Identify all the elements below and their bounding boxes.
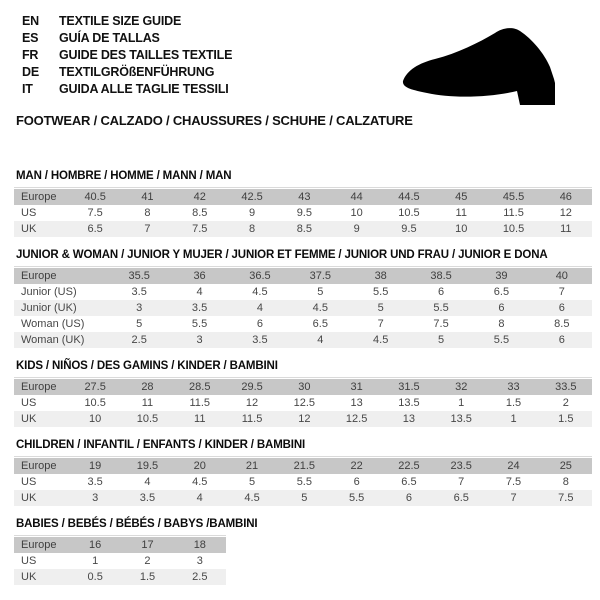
size-cell: 42 [193, 191, 206, 203]
size-cell: 2.5 [131, 334, 147, 346]
size-cell: 40.5 [84, 191, 106, 203]
size-cell: 5.5 [191, 318, 208, 330]
size-cell: 10 [455, 223, 468, 235]
size-cell: 6.5 [312, 318, 328, 330]
size-cell: 20 [193, 460, 206, 472]
size-cell: 46 [559, 191, 572, 203]
size-cell: 5.5 [493, 334, 510, 346]
size-cell: 25 [559, 460, 572, 472]
table-row [14, 332, 592, 348]
size-cell: 31 [350, 381, 363, 393]
size-cell: 9 [353, 223, 360, 235]
size-cell: 11.5 [189, 397, 211, 409]
size-cell: 12.5 [293, 397, 316, 409]
size-cell: 44.5 [398, 191, 420, 203]
size-cell: 45.5 [502, 191, 525, 203]
size-cell: 17 [141, 539, 154, 551]
language-code: DE [22, 65, 39, 79]
language-code: FR [22, 48, 39, 62]
size-cell: 37.5 [309, 270, 332, 282]
size-table-section-man [14, 170, 600, 237]
row-label: US [21, 397, 37, 409]
size-cell: 1 [458, 397, 465, 409]
size-cell: 8 [144, 207, 151, 219]
size-cell: 2 [562, 397, 569, 409]
size-cell: 4 [144, 476, 151, 488]
table-title: MAN / HOMBRE / HOMME / MANN / MAN [16, 170, 232, 182]
size-cell: 8.5 [296, 223, 312, 235]
size-cell: 5 [248, 476, 256, 488]
size-cell: 3.5 [131, 286, 147, 298]
size-table [14, 187, 592, 237]
size-cell: 28.5 [189, 381, 211, 393]
size-cell: 4 [196, 492, 203, 504]
size-cell: 5 [301, 492, 308, 504]
size-cell: 19.5 [136, 460, 159, 472]
size-cell: 4.5 [373, 334, 389, 346]
size-cell: 3 [136, 302, 143, 314]
size-cell: 36.5 [249, 270, 271, 282]
size-cell: 8 [562, 476, 569, 488]
size-cell: 11 [141, 397, 154, 409]
size-cell: 3.5 [87, 476, 103, 488]
size-cell: 10.5 [398, 207, 420, 219]
row-label: US [21, 476, 37, 488]
guide-header [0, 0, 600, 128]
dress-shoe-icon [398, 20, 580, 112]
size-cell: 21 [245, 460, 259, 472]
size-cell: 9.5 [296, 207, 312, 219]
size-cell: 1 [92, 555, 99, 567]
size-cell: 7.5 [192, 223, 208, 235]
size-cell: 10.5 [136, 413, 159, 425]
size-cell: 35.5 [128, 270, 150, 282]
size-cell: 6 [438, 286, 445, 298]
size-cell: 33 [507, 381, 520, 393]
table-row [14, 569, 226, 585]
size-cell: 4 [317, 334, 324, 346]
row-label: Europe [21, 191, 57, 203]
table-row [14, 474, 592, 490]
size-cell: 3 [196, 555, 203, 567]
size-cell: 1.5 [505, 397, 522, 409]
size-cell: 4.5 [252, 286, 268, 298]
table-title: JUNIOR & WOMAN / JUNIOR Y MUJER / JUNIOR ET FEMME / JUNIOR UND FRAU / JUNIOR E DONA [16, 249, 548, 261]
table-title: BABIES / BEBÉS / BÉBÉS / BABYS /BAMBINI [16, 518, 258, 530]
size-cell: 4.5 [192, 476, 208, 488]
table-row [14, 300, 592, 316]
table-row [14, 189, 592, 205]
row-label: Europe [21, 381, 57, 393]
size-cell: 12 [245, 397, 259, 409]
size-cell: 44 [350, 191, 363, 203]
table-row [14, 458, 592, 474]
size-cell: 11.5 [241, 413, 263, 425]
size-cell: 38.5 [430, 270, 452, 282]
size-cell: 13 [350, 397, 363, 409]
size-cell: 38 [374, 270, 387, 282]
table-row [14, 411, 592, 427]
size-cell: 10 [350, 207, 363, 219]
size-cell: 6.5 [401, 476, 417, 488]
size-cell: 5.5 [348, 492, 365, 504]
size-cell: 6.5 [493, 286, 510, 298]
row-label: UK [21, 571, 37, 583]
size-cell: 8.5 [192, 207, 208, 219]
row-label: Woman (US) [21, 318, 85, 330]
language-label: GUIDA ALLE TAGLIE TESSILI [59, 82, 229, 96]
size-cell: 31.5 [398, 381, 420, 393]
size-cell: 6 [353, 476, 360, 488]
size-cell: 5 [317, 286, 324, 298]
row-label: UK [21, 492, 37, 504]
size-cell: 22.5 [398, 460, 420, 472]
size-cell: 29.5 [241, 381, 263, 393]
size-cell: 12.5 [345, 413, 368, 425]
size-cell: 5 [438, 334, 445, 346]
size-cell: 5 [136, 318, 143, 330]
size-cell: 10.5 [84, 397, 106, 409]
size-cell: 27.5 [84, 381, 106, 393]
category-title: FOOTWEAR / CALZADO / CHAUSSURES / SCHUHE / CALZATURE [16, 113, 413, 128]
size-cell: 6 [498, 302, 505, 314]
size-table [14, 377, 592, 427]
size-cell: 12 [298, 413, 311, 425]
table-title: CHILDREN / INFANTIL / ENFANTS / KINDER / BAMBINI [16, 439, 306, 451]
size-tables [14, 170, 600, 585]
row-label: UK [21, 223, 37, 235]
size-cell: 21.5 [293, 460, 316, 472]
size-cell: 7 [510, 492, 517, 504]
size-cell: 7.5 [505, 476, 522, 488]
size-cell: 13.5 [450, 413, 472, 425]
row-label: US [21, 555, 37, 567]
size-cell: 3.5 [139, 492, 156, 504]
size-cell: 7 [144, 223, 151, 235]
size-cell: 45 [455, 191, 468, 203]
table-row [14, 316, 592, 332]
size-cell: 13.5 [398, 397, 420, 409]
size-cell: 7 [377, 318, 384, 330]
size-cell: 1.5 [139, 571, 156, 583]
table-row [14, 379, 592, 395]
size-cell: 42.5 [241, 191, 263, 203]
size-cell: 9 [248, 207, 256, 219]
language-label: GUIDE DES TAILLES TEXTILE [59, 48, 233, 62]
size-cell: 4 [196, 286, 203, 298]
row-label: Woman (UK) [21, 334, 85, 346]
size-cell: 2.5 [192, 571, 208, 583]
size-cell: 4.5 [244, 492, 260, 504]
table-row [14, 205, 592, 221]
table-row [14, 490, 592, 506]
language-code: IT [22, 82, 33, 96]
size-cell: 1.5 [558, 413, 574, 425]
size-cell: 5.5 [433, 302, 449, 314]
size-cell: 6 [256, 318, 263, 330]
size-cell: 12 [559, 207, 572, 219]
size-cell: 24 [507, 460, 520, 472]
size-cell: 39 [495, 270, 508, 282]
size-cell: 5.5 [373, 286, 389, 298]
size-cell: 16 [89, 539, 102, 551]
row-label: Europe [21, 460, 57, 472]
size-cell: 40 [555, 270, 568, 282]
size-cell: 8 [498, 318, 505, 330]
size-cell: 9.5 [401, 223, 417, 235]
size-cell: 7 [458, 476, 465, 488]
size-cell: 36 [193, 270, 206, 282]
language-label: GUÍA DE TALLAS [59, 31, 160, 45]
size-cell: 5 [377, 302, 384, 314]
size-cell: 30 [298, 381, 311, 393]
size-cell: 43 [298, 191, 311, 203]
size-cell: 8 [248, 223, 256, 235]
size-cell: 1 [510, 413, 517, 425]
size-cell: 6 [558, 334, 565, 346]
size-cell: 3 [196, 334, 203, 346]
size-cell: 11.5 [503, 207, 524, 219]
size-cell: 6.5 [453, 492, 469, 504]
row-label: Junior (US) [21, 286, 77, 298]
size-table-section-kids [14, 360, 600, 427]
size-cell: 2 [144, 555, 151, 567]
size-cell: 33.5 [555, 381, 577, 393]
size-cell: 10.5 [502, 223, 525, 235]
size-cell: 13 [402, 413, 416, 425]
size-cell: 4 [256, 302, 263, 314]
table-title: KIDS / NIÑOS / DES GAMINS / KINDER / BAMBINI [16, 360, 278, 372]
size-cell: 11 [455, 207, 467, 219]
size-table [14, 535, 226, 585]
row-label: Europe [21, 539, 57, 551]
size-cell: 7.5 [433, 318, 449, 330]
size-cell: 22 [350, 460, 363, 472]
row-label: US [21, 207, 37, 219]
size-cell: 11 [560, 223, 572, 235]
size-table [14, 266, 592, 348]
size-cell: 3.5 [252, 334, 268, 346]
size-cell: 6 [558, 302, 565, 314]
size-table-section-children [14, 439, 600, 506]
size-cell: 32 [455, 381, 468, 393]
size-cell: 18 [193, 539, 206, 551]
table-row [14, 537, 226, 553]
size-cell: 28 [141, 381, 154, 393]
table-row [14, 395, 592, 411]
size-cell: 7 [558, 286, 565, 298]
size-cell: 7.5 [87, 207, 103, 219]
row-label: Junior (UK) [21, 302, 77, 314]
language-code: EN [22, 14, 39, 28]
size-cell: 5.5 [296, 476, 312, 488]
size-cell: 6 [405, 492, 412, 504]
size-cell: 11 [194, 413, 206, 425]
table-row [14, 268, 592, 284]
language-label: TEXTILGRÖßENFÜHRUNG [59, 65, 215, 79]
size-cell: 7.5 [558, 492, 574, 504]
table-row [14, 553, 226, 569]
language-code: ES [22, 31, 39, 45]
size-table-section-babies [14, 518, 600, 585]
size-cell: 4.5 [312, 302, 328, 314]
size-cell: 10 [89, 413, 102, 425]
table-row [14, 284, 592, 300]
size-table-section-junior-woman [14, 249, 600, 348]
row-label: Europe [21, 270, 57, 282]
row-label: UK [21, 413, 37, 425]
size-cell: 8.5 [554, 318, 570, 330]
language-label: TEXTILE SIZE GUIDE [59, 14, 182, 28]
size-cell: 3.5 [191, 302, 208, 314]
size-cell: 6.5 [87, 223, 103, 235]
size-table [14, 456, 592, 506]
size-cell: 3 [92, 492, 99, 504]
size-cell: 41 [141, 191, 154, 203]
size-cell: 23.5 [450, 460, 472, 472]
table-row [14, 221, 592, 237]
size-cell: 19 [89, 460, 102, 472]
size-cell: 0.5 [87, 571, 103, 583]
